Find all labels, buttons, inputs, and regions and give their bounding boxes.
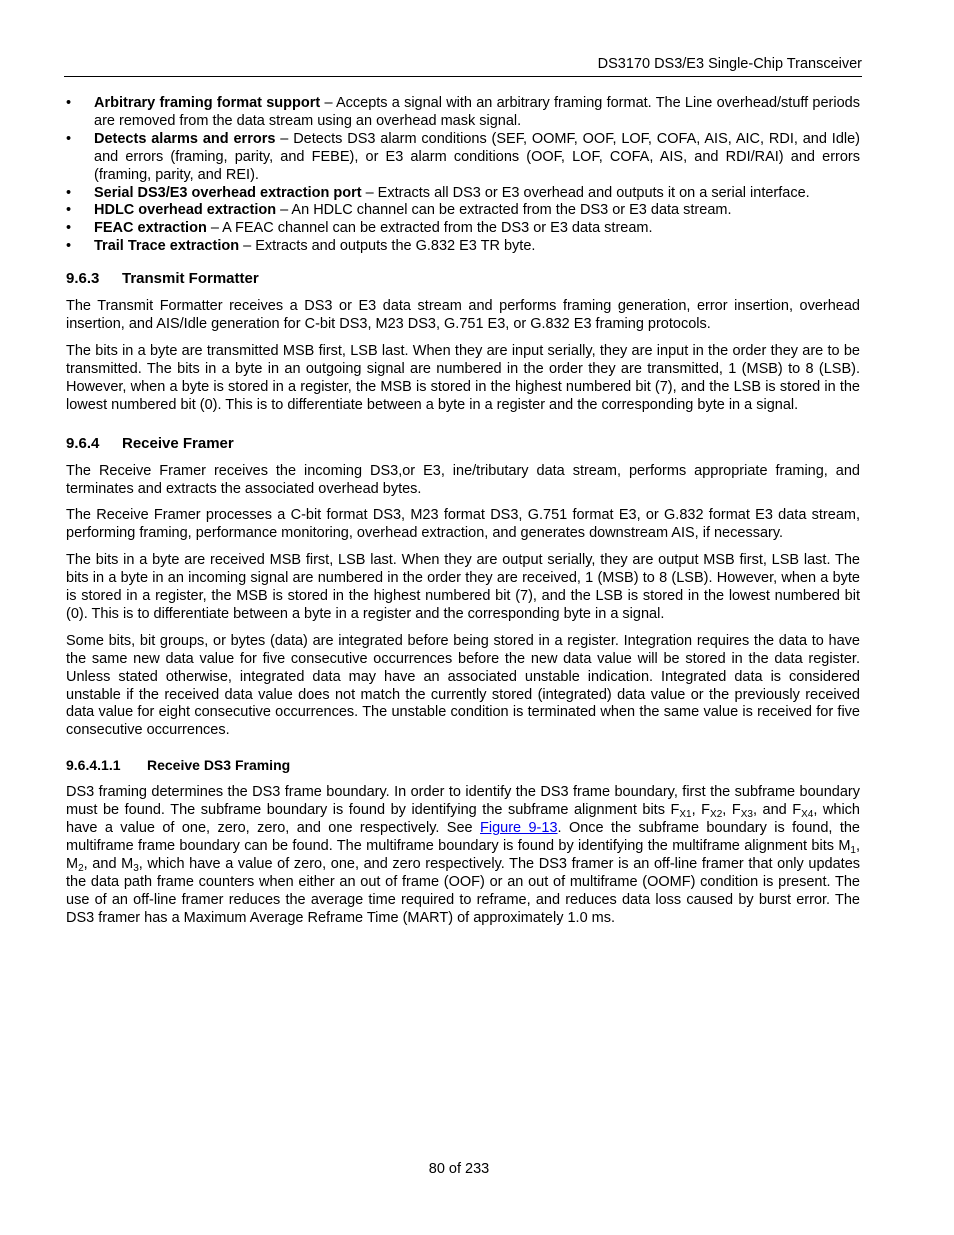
text-run: , which have a value of zero, one, and zero respectively. The DS3 framer is an off-line framer that only updates the data path frame counters when either an out of frame (OOF) or an out of multiframe (OOMF) condition is present. The use of an off-line framer reduces the average time required to reframe, and reduces data loss caused by burst error. The DS3 framer has a Maximum Average Reframe Time (MART) of approximately 1.0 ms. <box>66 855 861 926</box>
paragraph: The Receive Framer processes a C-bit format DS3, M23 format DS3, G.751 format E3, or G.832 format E3 data stream, performing framing, performance monitoring, overhead extraction, and generates downstream AIS, if necessary. <box>66 507 860 542</box>
feature-text: – Accepts a signal with an arbitrary framing format. The Line overhead/stuff periods are removed from the data stream using an overhead mask signal. <box>94 95 860 129</box>
subscript: 3 <box>133 862 139 874</box>
paragraph: The Transmit Formatter receives a DS3 or E3 data stream and performs framing generation, error insertion, overhead insertion, and AIS/Idle generation for C-bit DS3, M23 DS3, G.751 E3, or G.832 E3 framing protocols. <box>66 298 860 333</box>
text-run: , F <box>691 802 711 819</box>
subscript: X1 <box>679 809 692 821</box>
bullet-icon: • <box>66 130 72 147</box>
list-item <box>66 238 860 256</box>
section-title: Receive DS3 Framing <box>147 757 291 774</box>
section-title: Transmit Formatter <box>122 270 259 288</box>
subscript: 1 <box>850 845 856 856</box>
bullet-icon: • <box>66 220 72 237</box>
text-run: . Once the subframe boundary is found, the multiframe frame boundary can be found. The multiframe boundary is found by identifying the multiframe alignment bits M <box>66 820 860 854</box>
feature-term: Arbitrary framing format support <box>94 95 321 111</box>
feature-list <box>66 95 860 256</box>
text-run: DS3 framing determines the DS3 frame boundary. In order to identify the DS3 frame boundary, first the subframe boundary must be found. The subframe boundary is found by identifying the subframe alignment bits F <box>66 784 860 819</box>
subscript: X3 <box>740 809 753 821</box>
section-number: 9.6.4.1.1 <box>66 757 121 774</box>
subscript: X2 <box>710 809 723 821</box>
list-item <box>66 185 860 203</box>
header-rule <box>64 76 862 77</box>
section-heading-transmit-formatter <box>66 270 860 288</box>
bullet-icon: • <box>66 95 72 111</box>
section-number: 9.6.3 <box>66 270 100 288</box>
text-run: , M <box>66 838 860 872</box>
subscript: X4 <box>801 809 814 821</box>
paragraph: Some bits, bit groups, or bytes (data) are integrated before being stored in a register. Integration requires the data to have the same new data value for five consecutive occurrences before the new data value will be stored in the data register. Unless stated otherwise, integrated data may have an associated unstable indication. Integrated data is considered unstable if the received data value does not match the currently stored (integrated) data value or the previously received data value for eight consecutive occurrences. The unstable condition is terminated when the same value is received for five consecutive occurrences. <box>66 632 860 739</box>
page-content <box>66 95 860 928</box>
paragraph <box>66 784 860 927</box>
text-run: , and M <box>83 855 134 872</box>
text-run: , and F <box>752 802 802 819</box>
feature-term: Detects alarms and errors <box>94 130 276 147</box>
section-number: 9.6.4 <box>66 434 100 452</box>
section-title: Receive Framer <box>122 434 234 452</box>
list-item <box>66 202 860 220</box>
bullet-icon: • <box>66 238 72 255</box>
list-item <box>66 220 860 238</box>
list-item <box>66 131 860 185</box>
bullet-icon: • <box>66 184 72 201</box>
figure-link[interactable]: Figure 9-13 <box>480 820 558 837</box>
feature-term: FEAC extraction <box>94 220 207 237</box>
feature-text: – An HDLC channel can be extracted from the DS3 or E3 data stream. <box>276 202 732 219</box>
page-number: 80 of 233 <box>428 1161 490 1177</box>
feature-text: – Extracts all DS3 or E3 overhead and outputs it on a serial interface. <box>361 184 810 201</box>
paragraph: The bits in a byte are transmitted MSB first, LSB last. When they are input serially, they are input in the order they are to be transmitted. The bits in a byte in an outgoing signal are numbered in the order they are transmitted, 1 (MSB) to 8 (LSB). However, when a byte is stored in a register, the MSB is stored in the highest numbered bit (7), and the LSB is stored in the lowest numbered bit (0). This is to differentiate between a byte in a register and the corresponding byte in a signal. <box>66 342 860 413</box>
subsection-heading-receive-ds3-framing <box>66 756 860 774</box>
feature-text: – Detects DS3 alarm conditions (SEF, OOMF, OOF, LOF, COFA, AIS, AIC, RDI, and Idle) and errors (framing, parity, and FEBE), or E3 alarm conditions (OOF, LOF, COFA, AIS, and RDI/RAI) and errors (framing, parity, and REI). <box>94 130 861 183</box>
feature-term: HDLC overhead extraction <box>94 202 277 219</box>
list-item <box>66 95 860 131</box>
text-run: , which have a value of one, zero, zero, and one respectively. See <box>66 802 860 837</box>
section-heading-receive-framer <box>66 435 860 453</box>
paragraph: The Receive Framer receives the incoming DS3,or E3, ine/tributary data stream, performs appropriate framing, and terminates and extracts the associated overhead bytes. <box>66 462 860 497</box>
running-header: DS3170 DS3/E3 Single-Chip Transceiver <box>597 56 862 72</box>
subscript: 2 <box>78 862 84 874</box>
feature-text: – A FEAC channel can be extracted from the DS3 or E3 data stream. <box>206 220 653 237</box>
text-run: , F <box>722 802 741 819</box>
feature-text: – Extracts and outputs the G.832 E3 TR byte. <box>239 238 536 255</box>
bullet-icon: • <box>66 202 72 219</box>
paragraph: The bits in a byte are received MSB first, LSB last. When they are output serially, they are output MSB first, LSB last. The bits in a byte in an incoming signal are numbered in the order they are received, 1 (MSB) to 8 (LSB). However, when a byte is stored in a register, the MSB is stored in the highest numbered bit (7), and the LSB is stored in the lowest numbered bit (0). This is to differentiate between a byte in a register and the corresponding byte in a signal. <box>66 552 860 622</box>
feature-term: Trail Trace extraction <box>94 238 240 255</box>
feature-term: Serial DS3/E3 overhead extraction port <box>94 184 362 201</box>
